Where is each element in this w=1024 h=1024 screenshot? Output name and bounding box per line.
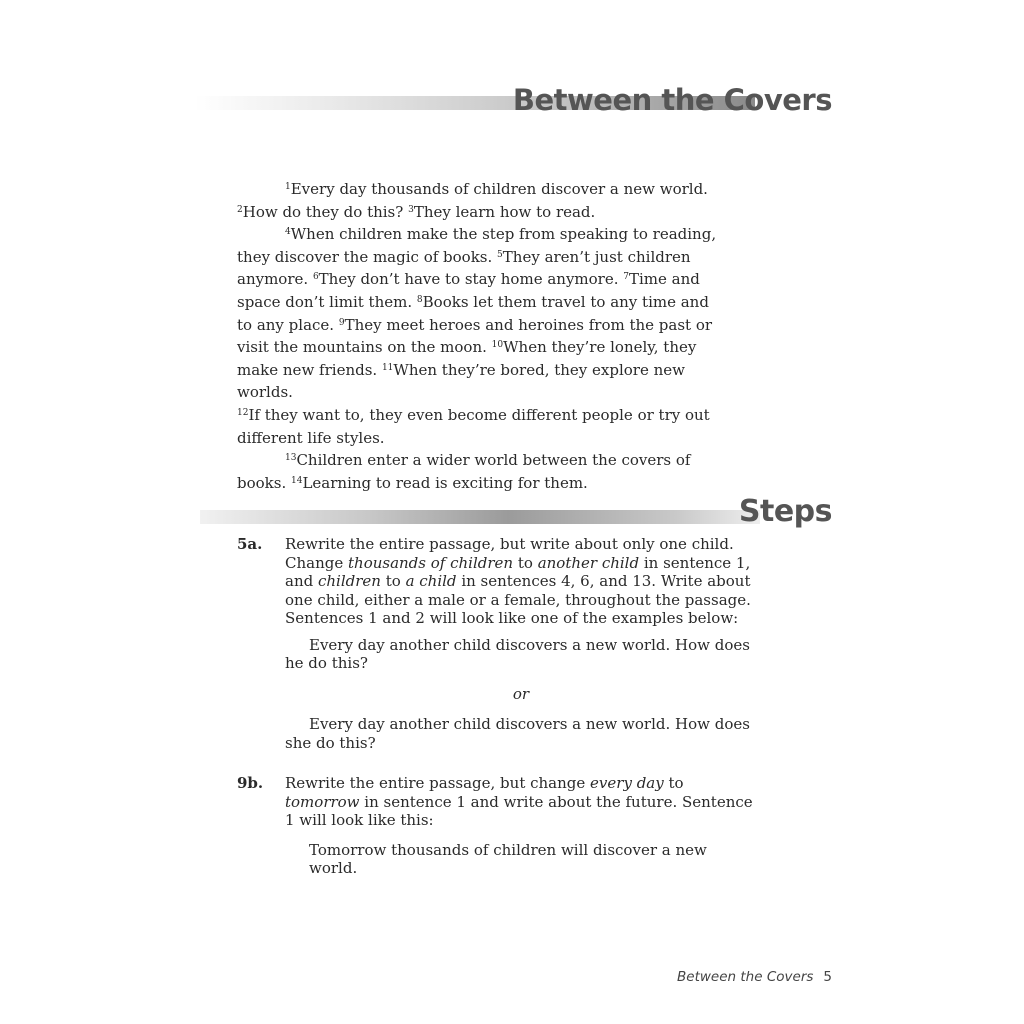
step-number: 9b. (237, 774, 264, 792)
step-instructions: Rewrite the entire passage, but change every day to tomorrow in sentence 1 and write about the future. Sentence 1 will look like this: (285, 774, 753, 829)
sentence-number: 13 (285, 453, 297, 464)
step-9b (237, 774, 757, 878)
sentence-number: 12 (237, 407, 249, 418)
step-body (285, 774, 757, 878)
sentence-text: Children enter a wider world between the covers of books. (237, 451, 691, 492)
sentence-number: 8 (416, 294, 423, 305)
step-instructions: Rewrite the entire passage, but write about only one child. Change thousands of children to another child in sentence 1, and children to a child in sentences 4, 6, and 13. Write about one child, either a male or a female, throughout the passage. Sentences 1 and 2 will look like one of the examples below: (285, 535, 751, 627)
sentence-number: 14 (291, 475, 303, 486)
sentence-text: Books let them travel to any time and to any place. (237, 292, 709, 334)
sentence-text: If they want to, they even become different people or try out different life styles. (237, 405, 710, 447)
page-number: 5 (823, 969, 832, 985)
steps-section (237, 535, 757, 878)
sentence-text: How do they do this? (242, 202, 404, 221)
reading-passage (237, 178, 727, 494)
example-she: Every day another child discovers a new world. How does she do this? (285, 715, 750, 752)
sentence-number: 2 (237, 204, 243, 215)
or-separator: or (512, 684, 530, 703)
sentence-text: They meet heroes and heroines from the past or visit the mountains on the moon. (237, 315, 713, 357)
sentence-number: 9 (338, 317, 345, 328)
paragraph-3 (237, 449, 727, 494)
page-footer (677, 969, 832, 985)
sentence-text: When they’re bored, they explore new worlds. (237, 360, 685, 402)
sentence-number: 11 (381, 362, 394, 373)
sentence-number: 6 (312, 272, 319, 283)
sentence-number: 3 (408, 204, 414, 215)
paragraph-2 (237, 223, 727, 404)
sentence-number: 4 (285, 227, 291, 238)
sentence-text: Every day thousands of children discover a new world. (290, 180, 708, 198)
sentence-text: When they’re lonely, they make new friends. (237, 338, 697, 379)
steps-gradient-bar (200, 510, 760, 524)
step-5a (237, 535, 757, 752)
sentence-text: Learning to read is exciting for them. (302, 473, 588, 492)
sentence-number: 1 (285, 182, 291, 192)
paragraph-1-continued (237, 201, 727, 224)
steps-heading: Steps (738, 494, 832, 529)
sentence-text: When children make the step from speaking to reading, they discover the magic of books. (237, 225, 717, 266)
sentence-text: They learn how to read. (413, 202, 596, 221)
page-title: Between the Covers (512, 83, 832, 117)
sentence-text: Time and space don’t limit them. (237, 270, 700, 311)
sentence-number: 5 (497, 249, 503, 260)
paragraph-2-continued (237, 404, 727, 449)
sentence-text: They aren’t just children anymore. (237, 247, 691, 289)
example-he: Every day another child discovers a new world. How does he do this? (285, 635, 750, 672)
step-number: 5a. (237, 535, 263, 553)
paragraph-1 (237, 178, 727, 201)
example-future: Tomorrow thousands of children will discover a new world. (309, 840, 707, 877)
sentence-text: They don’t have to stay home anymore. (318, 270, 619, 289)
footer-title: Between the Covers (677, 969, 814, 985)
step-body (285, 535, 757, 752)
sentence-number: 7 (623, 272, 629, 283)
sentence-number: 10 (491, 340, 504, 351)
